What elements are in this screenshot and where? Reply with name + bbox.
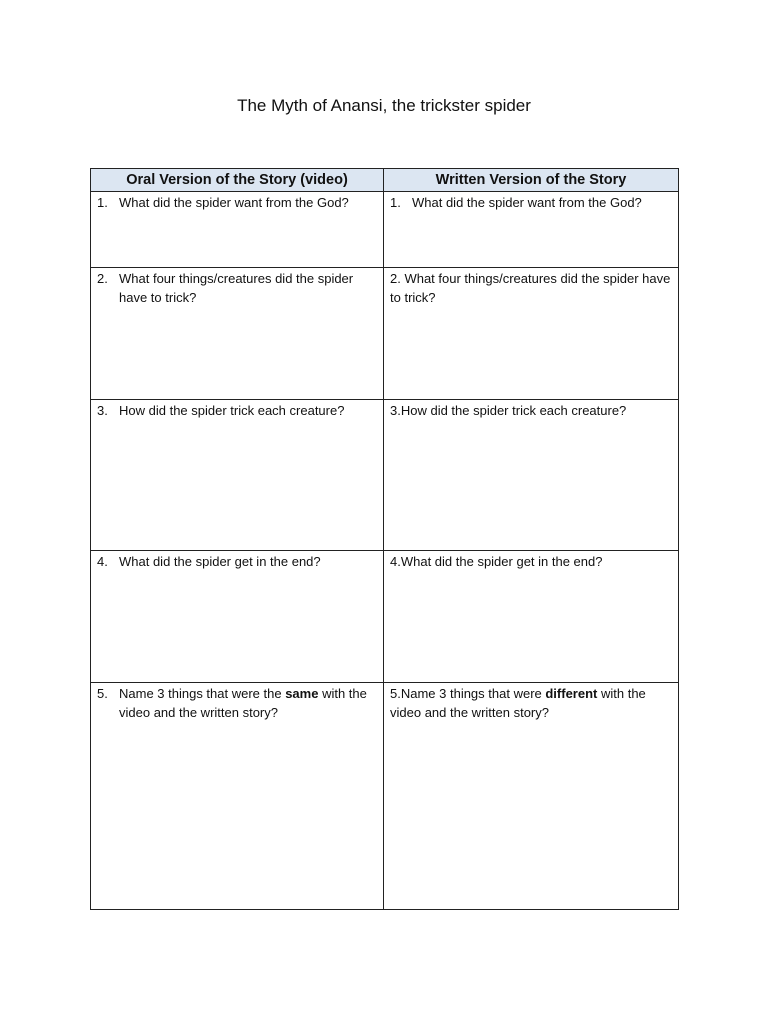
written-question-4: 4.What did the spider get in the end? (390, 554, 603, 569)
written-question-1 (384, 192, 678, 212)
text-before: 5.Name 3 things that were (390, 686, 546, 701)
question-text: What four things/creatures did the spider have to trick? (119, 271, 354, 305)
written-question-5 (384, 683, 678, 722)
oral-answer-cell-2[interactable] (91, 268, 384, 400)
question-number: 4. (97, 554, 108, 569)
text-after: with the video and the written story? (119, 686, 367, 720)
oral-question-1 (91, 192, 383, 212)
question-number: 1. (390, 195, 401, 210)
question-row-5 (91, 683, 679, 910)
question-row-3 (91, 400, 679, 551)
written-answer-cell-1[interactable] (384, 192, 679, 268)
written-question-3: 3.How did the spider trick each creature? (390, 403, 627, 418)
oral-question-3 (91, 400, 383, 420)
oral-answer-cell-3[interactable] (91, 400, 384, 551)
oral-answer-cell-5[interactable] (91, 683, 384, 910)
oral-answer-cell-4[interactable] (91, 551, 384, 683)
oral-question-2 (91, 268, 383, 307)
written-answer-cell-4[interactable] (384, 551, 679, 683)
header-oral-version: Oral Version of the Story (video) (91, 169, 384, 192)
question-text: What did the spider get in the end? (119, 554, 321, 569)
question-number: 3. (97, 403, 108, 418)
oral-answer-cell-1[interactable] (91, 192, 384, 268)
text-after: with the video and the written story? (390, 686, 646, 720)
question-text: What did the spider want from the God? (119, 195, 349, 210)
comparison-table (90, 168, 679, 910)
oral-question-4 (91, 551, 383, 571)
question-row-2 (91, 268, 679, 400)
question-number: 2. (97, 271, 108, 286)
question-text: What did the spider want from the God? (412, 195, 642, 210)
written-answer-cell-3[interactable] (384, 400, 679, 551)
emphasis-different: different (545, 686, 598, 701)
written-question-2: 2. What four things/creatures did the spider have to trick? (390, 271, 671, 305)
question-text: How did the spider trick each creature? (119, 403, 345, 418)
written-answer-cell-5[interactable] (384, 683, 679, 910)
question-row-4 (91, 551, 679, 683)
text-before: Name 3 things that were the (119, 686, 286, 701)
oral-question-5 (91, 683, 383, 722)
emphasis-same: same (285, 686, 319, 701)
page-title: The Myth of Anansi, the trickster spider (237, 96, 531, 115)
written-answer-cell-2[interactable] (384, 268, 679, 400)
question-text (119, 684, 377, 722)
question-number: 1. (97, 195, 108, 210)
question-number: 5. (97, 686, 108, 701)
header-row (91, 169, 679, 192)
header-written-version: Written Version of the Story (384, 169, 679, 192)
question-row-1 (91, 192, 679, 268)
